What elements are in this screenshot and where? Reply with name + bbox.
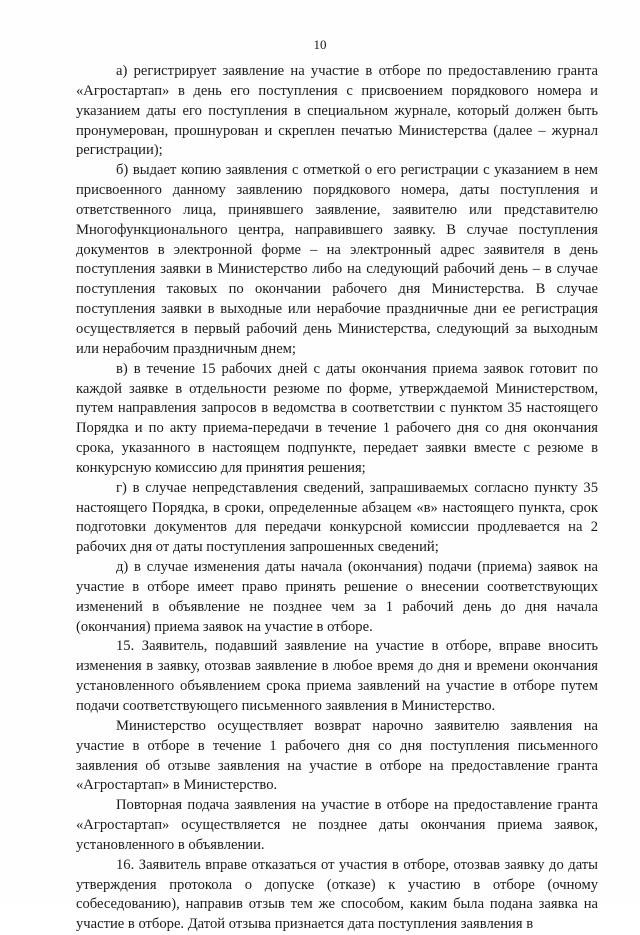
page-number: 10 <box>313 37 327 52</box>
paragraph-ministry-return: Министерство осуществляет возврат нарочно заявителю заявления на участие в отборе в течение 1 рабочего дня со дня поступления письменного заявления об отзыве заявления на участие в отборе на предоставление гранта «Агростартап» в Министерство. <box>76 717 598 794</box>
paragraph-clause-15: 15. Заявитель, подавший заявление на участие в отборе, вправе вносить изменения в заявку, отозвав заявление в любое время до дня и времени окончания установленного объявлением срока приема заявлений на участие в отборе путем подачи соответствующего письменного заявления в Министерство. <box>76 638 598 714</box>
paragraph-subitem-a: а) регистрирует заявление на участие в отборе по предоставлению гранта «Агростартап» в день его поступления с присвоением порядкового номера и указанием даты его поступления в специальном журнале, который должен быть пронумерован, прошнурован и скреплен печатью Министерства (далее – журнал регистрации); <box>76 63 598 159</box>
paragraph-subitem-v: в) в течение 15 рабочих дней с даты окончания приема заявок готовит по каждой заявке в отдельности резюме по форме, утверждаемой Министерством, путем направления запросов в ведомства в соответствии с пунктом 35 настоящего Порядка и по акту приема-передачи в течение 1 рабочего дня со дня окончания срока, указанного в настоящем подпункте, передает заявки вместе с резюме в конкурсную комиссию для принятия решения; <box>76 360 598 476</box>
document-body <box>76 62 598 935</box>
paragraph-subitem-b: б) выдает копию заявления с отметкой о его регистрации с указанием в нем присвоенного данному заявлению порядкового номера, даты поступления и ответственного лица, принявшего заявление, заявителю или представителю Многофункционального центра, направившего заявку. В случае поступления документов в электронной форме – на электронный адрес заявителя в день поступления заявки в Министерство либо на следующий рабочий день – в случае поступления таковых по окончании рабочего дня Министерства. В случае поступления заявки в выходные или нерабочие праздничные дни ее регистрация осуществляется в первый рабочий день Министерства, следующий за выходным или нерабочим праздничным днем; <box>76 162 598 357</box>
paragraph-subitem-g: г) в случае непредставления сведений, запрашиваемых согласно пункту 35 настоящего Порядка, в сроки, определенные абзацем «в» настоящего пункта, срок подготовки документов для передачи конкурсной комиссии продлевается на 2 рабочих дня от даты поступления запрошенных сведений; <box>76 479 598 556</box>
paragraph-subitem-d: д) в случае изменения даты начала (окончания) подачи (приема) заявок на участие в отборе имеет право принять решение о внесении соответствующих изменений в объявление не позднее чем за 1 рабочий день до дня начала (окончания) приема заявок на участие в отборе. <box>76 559 598 635</box>
paragraph-clause-16: 16. Заявитель вправе отказаться от участия в отборе, отозвав заявку до даты утверждения протокола о допуске (отказе) к участию в отборе (очному собеседованию), направив отзыв тем же способом, каким была подана заявка на участие в отборе. Датой отзыва признается дата поступления заявления в <box>76 856 598 933</box>
paragraph-resubmission: Повторная подача заявления на участие в отборе на предоставление гранта «Агростартап» осуществляется не позднее даты окончания приема заявок, установленного в объявлении. <box>76 797 598 853</box>
